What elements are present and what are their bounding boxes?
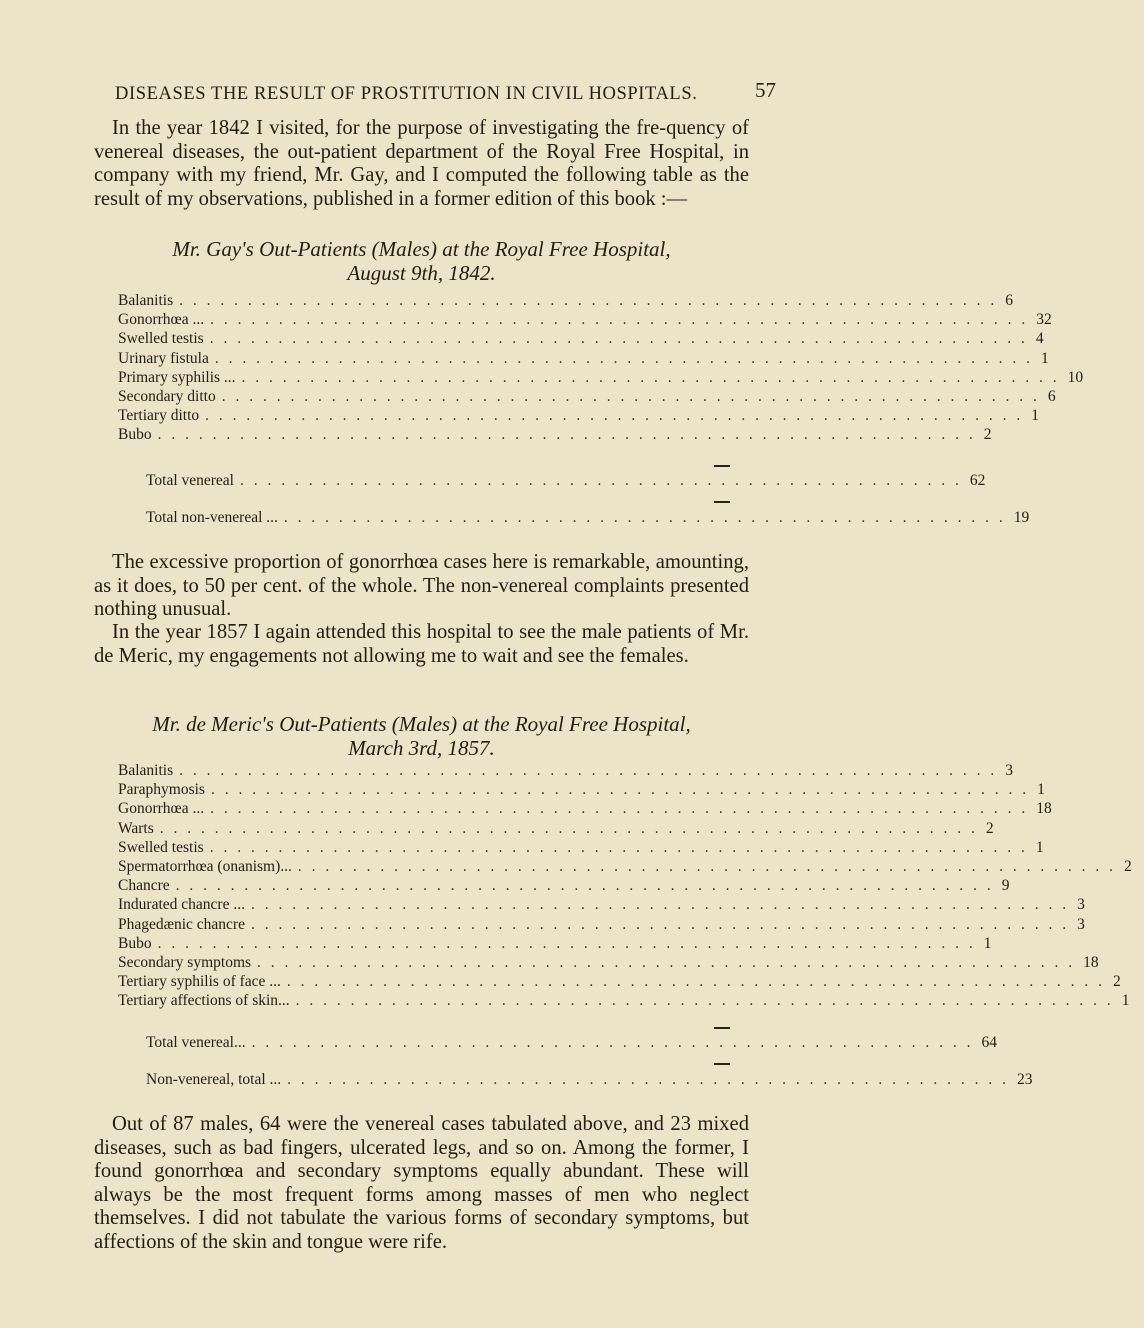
table-row: Primary syphilis ... . . . . . . . . . . . . . . . . . . . . . . . . . . . . . . . . . . . . . . . . . . . . . . . . . . . . . . . . . . . . 10: [118, 368, 1084, 386]
sum-rule: [714, 501, 730, 503]
table-row: Tertiary syphilis of face ... . . . . . . . . . . . . . . . . . . . . . . . . . . . . . . . . . . . . . . . . . . . . . . . . . . . . . . . . . . . . 2: [118, 973, 1121, 991]
table-row: Warts . . . . . . . . . . . . . . . . . . . . . . . . . . . . . . . . . . . . . . . . . . . . . . . . . . . . . . . . . . . . 2: [118, 819, 994, 837]
table-row: Gonorrhœa ... . . . . . . . . . . . . . . . . . . . . . . . . . . . . . . . . . . . . . . . . . . . . . . . . . . . . . . . . . . . . 18: [118, 800, 1052, 818]
total-nonvenereal-row: Non-venereal, total ... . . . . . . . . . . . . . . . . . . . . . . . . . . . . . . . . . . . . . . . . . . . . . . . . . . . . . 23: [146, 1071, 1033, 1088]
table1-caption-line2: August 9th, 1842.: [347, 261, 496, 285]
table-row: Swelled testis . . . . . . . . . . . . . . . . . . . . . . . . . . . . . . . . . . . . . . . . . . . . . . . . . . . . . . . . . . . . 4: [118, 330, 1044, 348]
table1-caption-line1: Mr. Gay's Out-Patients (Males) at the Royal Free Hospital,: [172, 237, 671, 261]
table-row: Bubo . . . . . . . . . . . . . . . . . . . . . . . . . . . . . . . . . . . . . . . . . . . . . . . . . . . . . . . . . . . . 2: [118, 426, 992, 444]
table-row: Swelled testis . . . . . . . . . . . . . . . . . . . . . . . . . . . . . . . . . . . . . . . . . . . . . . . . . . . . . . . . . . . . 1: [118, 838, 1044, 856]
table-row: Tertiary ditto . . . . . . . . . . . . . . . . . . . . . . . . . . . . . . . . . . . . . . . . . . . . . . . . . . . . . . . . . . . . 1: [118, 407, 1040, 425]
paragraph-intro-1857: In the year 1857 I again attended this hospital to see the male patients of Mr. de Meric, my engagements not allowing me to wait and see the females.: [94, 621, 749, 667]
table-row: Secondary symptoms . . . . . . . . . . . . . . . . . . . . . . . . . . . . . . . . . . . . . . . . . . . . . . . . . . . . . . . . . . . . 18: [118, 953, 1099, 971]
table-row: Balanitis . . . . . . . . . . . . . . . . . . . . . . . . . . . . . . . . . . . . . . . . . . . . . . . . . . . . . . . . . . . . 6: [118, 292, 1013, 309]
paragraph-conclusion: Out of 87 males, 64 were the venereal cases tabulated above, and 23 mixed diseases, such as bad fingers, ulcerated legs, and so on. Among the former, I found gonorrhœa and secondary symptoms equally abundant. These will always be the most frequent forms among masses of men who neglect themselves. I did not tabulate the various forms of secondary symptoms, but affections of the skin and tongue were rife.: [94, 1113, 749, 1253]
table-row: Spermatorrhœa (onanism)... . . . . . . . . . . . . . . . . . . . . . . . . . . . . . . . . . . . . . . . . . . . . . . . . . . . . . . . . . . . . 2: [118, 857, 1132, 875]
table2-nonvenereal: [118, 1071, 1033, 1090]
table-row: Tertiary affections of skin... . . . . . . . . . . . . . . . . . . . . . . . . . . . . . . . . . . . . . . . . . . . . . . . . . . . . . . . . . . . . 1: [118, 992, 1130, 1010]
total-venereal-row: Total venereal... . . . . . . . . . . . . . . . . . . . . . . . . . . . . . . . . . . . . . . . . . . . . . . . . . . . . . 64: [146, 1034, 997, 1051]
sum-rule: [714, 1027, 730, 1029]
table2-totals: [118, 1034, 997, 1053]
table-row: Gonorrhœa ... . . . . . . . . . . . . . . . . . . . . . . . . . . . . . . . . . . . . . . . . . . . . . . . . . . . . . . . . . . . . 32: [118, 311, 1052, 329]
table1: [118, 292, 1084, 446]
table-row: Phagedænic chancre . . . . . . . . . . . . . . . . . . . . . . . . . . . . . . . . . . . . . . . . . . . . . . . . . . . . . . . . . . . . 3: [118, 915, 1085, 933]
table1-caption: [94, 237, 749, 285]
table1-totals: [118, 472, 986, 491]
table2-caption-line1: Mr. de Meric's Out-Patients (Males) at the Royal Free Hospital,: [152, 712, 691, 736]
table2: [118, 762, 1132, 1011]
running-head: DISEASES THE RESULT OF PROSTITUTION IN CIVIL HOSPITALS.: [115, 84, 698, 104]
table1-nonvenereal: [118, 509, 1030, 528]
sum-rule: [714, 465, 730, 467]
paragraph-intro-1842: In the year 1842 I visited, for the purpose of investigating the fre-quency of venereal diseases, the out-patient department of the Royal Free Hospital, in company with my friend, Mr. Gay, and I computed the following table as the result of my observations, published in a former edition of this book :—: [94, 117, 749, 210]
table-row: Chancre . . . . . . . . . . . . . . . . . . . . . . . . . . . . . . . . . . . . . . . . . . . . . . . . . . . . . . . . . . . . 9: [118, 877, 1010, 895]
table-row: Paraphymosis . . . . . . . . . . . . . . . . . . . . . . . . . . . . . . . . . . . . . . . . . . . . . . . . . . . . . . . . . . . . 1: [118, 781, 1045, 799]
paragraph-remark: The excessive proportion of gonorrhœa cases here is remarkable, amounting, as it does, to 50 per cent. of the whole. The non-venereal complaints presented nothing unusual.: [94, 551, 749, 620]
table-row: Indurated chancre ... . . . . . . . . . . . . . . . . . . . . . . . . . . . . . . . . . . . . . . . . . . . . . . . . . . . . . . . . . . . . 3: [118, 896, 1085, 914]
table-row: Secondary ditto . . . . . . . . . . . . . . . . . . . . . . . . . . . . . . . . . . . . . . . . . . . . . . . . . . . . . . . . . . . . 6: [118, 387, 1056, 405]
table2-caption-line2: March 3rd, 1857.: [348, 736, 495, 760]
total-venereal-row: Total venereal . . . . . . . . . . . . . . . . . . . . . . . . . . . . . . . . . . . . . . . . . . . . . . . . . . . . . 62: [146, 472, 986, 489]
sum-rule: [714, 1063, 730, 1065]
total-nonvenereal-row: Total non-venereal ... . . . . . . . . . . . . . . . . . . . . . . . . . . . . . . . . . . . . . . . . . . . . . . . . . . . . . 19: [146, 509, 1030, 526]
page-number: 57: [755, 78, 776, 102]
table-row: Bubo . . . . . . . . . . . . . . . . . . . . . . . . . . . . . . . . . . . . . . . . . . . . . . . . . . . . . . . . . . . . 1: [118, 934, 992, 952]
table-row: Balanitis . . . . . . . . . . . . . . . . . . . . . . . . . . . . . . . . . . . . . . . . . . . . . . . . . . . . . . . . . . . . 3: [118, 762, 1013, 779]
table-row: Urinary fistula . . . . . . . . . . . . . . . . . . . . . . . . . . . . . . . . . . . . . . . . . . . . . . . . . . . . . . . . . . . . 1: [118, 349, 1049, 367]
table2-caption: [94, 712, 749, 760]
